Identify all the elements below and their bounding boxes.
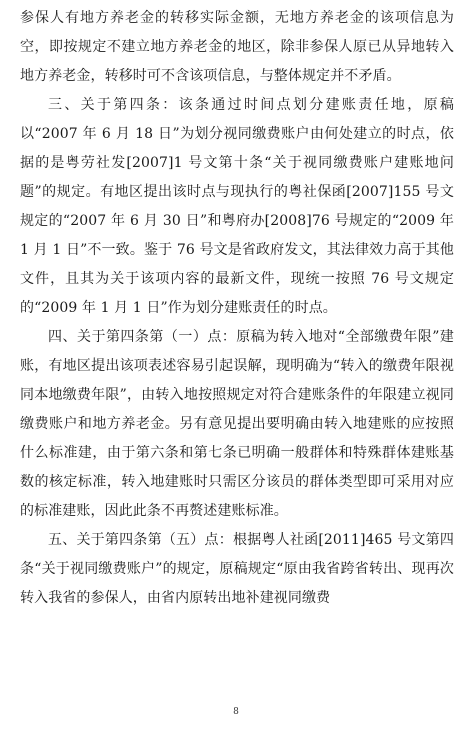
page-number: 8 bbox=[233, 707, 239, 717]
paragraph-section-five: 五、关于第四条第（五）点：根据粤人社函[2011]465 号文第四条“关于视同缴费账户”的规定，原稿规定“原由我省跨省转出、现再次转入我省的参保人，由省内原转出地补建视同缴费 bbox=[20, 532, 454, 606]
paragraph-section-four: 四、关于第四条第（一）点：原稿为转入地对“全部缴费年限”建账，有地区提出该项表述容易引起误解，现明确为“转入的缴费年限视同本地缴费年限”，由转入地按照规定对符合建账条件的年限建立视同缴费账户和地方养老金。另有意见提出要明确由转入地建账的应按照什么标准建，由于第六条和第七条已明确一般群体和特殊群体建账基数的核定标准，转入地建账时只需区分该员的群体类型即可采用对应的标准建账，因此此条不再赘述建账标准。 bbox=[20, 329, 454, 519]
document-body bbox=[20, 4, 454, 613]
paragraph-continuation: 参保人有地方养老金的转移实际金额，无地方养老金的该项信息为空，即按规定不建立地方养老金的地区，除非参保人原已从异地转入地方养老金，转移时可不含该项信息，与整体规定并不矛盾。 bbox=[20, 10, 454, 84]
paragraph-section-three: 三、关于第四条：该条通过时间点划分建账责任地，原稿以“2007 年 6 月 18 日”为划分视同缴费账户由何处建立的时点，依据的是粤劳社发[2007]1 号文第十条“关于视同缴费账户建账地问题”的规定。有地区提出该时点与现执行的粤社保函[2007]155 号文规定的“2007 年 6 月 30 日”和粤府办[2008]76 号规定的“2009 年 1 月 1 日”不一致。鉴于 76 号文是省政府发文，其法律效力高于其他文件，且其为关于该项内容的最新文件，现统一按照 76 号文规定的“2009 年 1 月 1 日”作为划分建账责任的时点。 bbox=[20, 97, 454, 316]
